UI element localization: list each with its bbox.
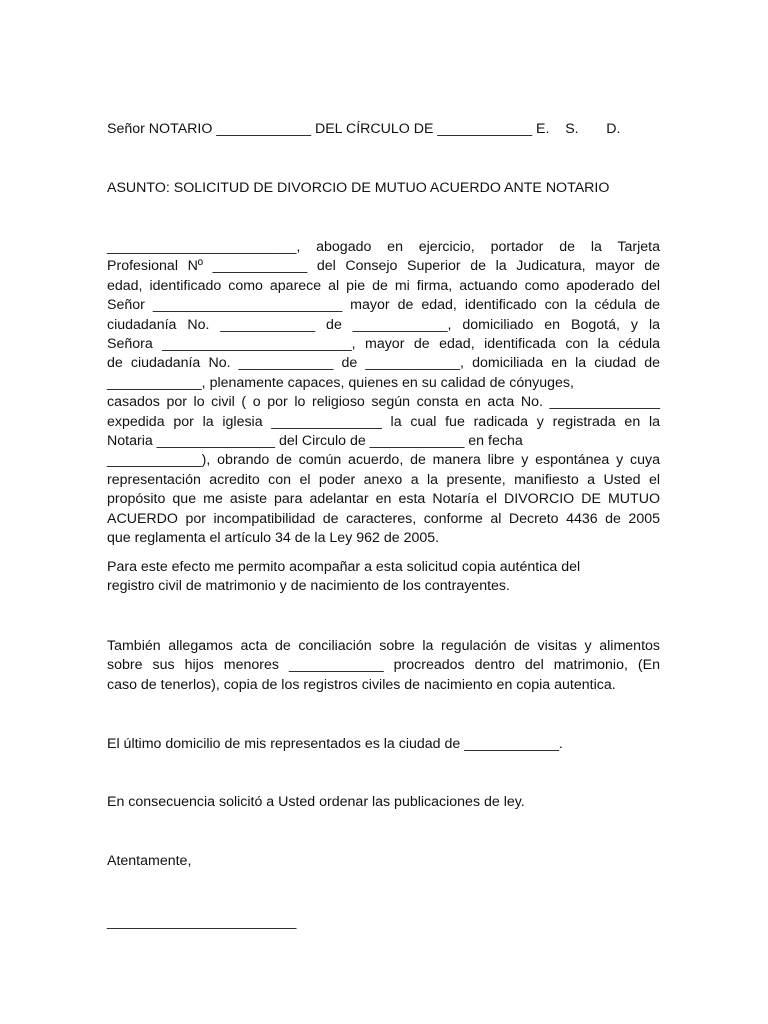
- paragraph-line: expedida por la iglesia ______________ la cual fue radicada y registrada en la: [107, 413, 660, 430]
- paragraph-line: de ciudadanía No. ____________ de ____________, domiciliada en la ciudad de: [107, 355, 660, 372]
- paragraph-request: En consecuencia solicitó a Usted ordenar las publicaciones de ley.: [107, 794, 525, 810]
- paragraph-line: Señor ________________________ mayor de edad, identificado con la cédula de: [107, 297, 660, 314]
- paragraph-line: Profesional Nº ____________ del Consejo Superior de la Judicatura, mayor de: [107, 258, 660, 275]
- closing-salutation: Atentamente,: [107, 853, 192, 869]
- paragraph-line: ____________), obrando de común acuerdo, de manera libre y espontánea y cuya: [107, 452, 660, 469]
- paragraph-line: casados por lo civil ( o por lo religioso según consta en acta No. ______________: [107, 394, 660, 411]
- paragraph-line: Señora ________________________, mayor de edad, identificada con la cédula: [107, 336, 660, 353]
- subject-line: ASUNTO: SOLICITUD DE DIVORCIO DE MUTUO ACUERDO ANTE NOTARIO: [107, 180, 610, 196]
- paragraph-line: Notaria _______________ del Circulo de ____________ en fecha: [107, 433, 523, 450]
- paragraph-mandate: [107, 238, 660, 549]
- signature-line: ________________________: [107, 914, 297, 930]
- paragraph-line: registro civil de matrimonio y de nacimiento de los contrayentes.: [107, 578, 510, 595]
- paragraph-line: propósito que me asiste para adelantar en esta Notaría el DIVORCIO DE MUTUO: [107, 491, 660, 508]
- paragraph-line: sobre sus hijos menores ____________ procreados dentro del matrimonio, (En: [107, 657, 660, 674]
- addressee-line: Señor NOTARIO ____________ DEL CÍRCULO DE ____________ E. S. D.: [107, 121, 621, 137]
- paragraph-line: representación acredito con el poder anexo a la presente, manifiesto a Usted el: [107, 471, 660, 488]
- paragraph-attachments: [107, 558, 660, 597]
- paragraph-line: que reglamenta el artículo 34 de la Ley 962 de 2005.: [107, 530, 440, 547]
- paragraph-line: caso de tenerlos), copia de los registros civiles de nacimiento en copia autentica.: [107, 676, 616, 693]
- paragraph-line: También allegamos acta de conciliación sobre la regulación de visitas y alimentos: [107, 638, 660, 654]
- paragraph-line: ciudadanía No. ____________ de ____________, domiciliado en Bogotá, y la: [107, 316, 660, 333]
- paragraph-line: ________________________, abogado en ejercicio, portador de la Tarjeta: [107, 239, 660, 255]
- paragraph-conciliation: [107, 637, 660, 695]
- paragraph-line: ACUERDO por incompatibilidad de caracteres, conforme al Decreto 4436 de 2005: [107, 510, 660, 527]
- paragraph-line: edad, identificado como aparece al pie de mi firma, actuando como apoderado del: [107, 277, 660, 294]
- paragraph-line: Para este efecto me permito acompañar a esta solicitud copia auténtica del: [107, 559, 581, 575]
- paragraph-domicile: El último domicilio de mis representados es la ciudad de ____________.: [107, 736, 563, 752]
- paragraph-line: ____________, plenamente capaces, quienes en su calidad de cónyuges,: [107, 374, 574, 391]
